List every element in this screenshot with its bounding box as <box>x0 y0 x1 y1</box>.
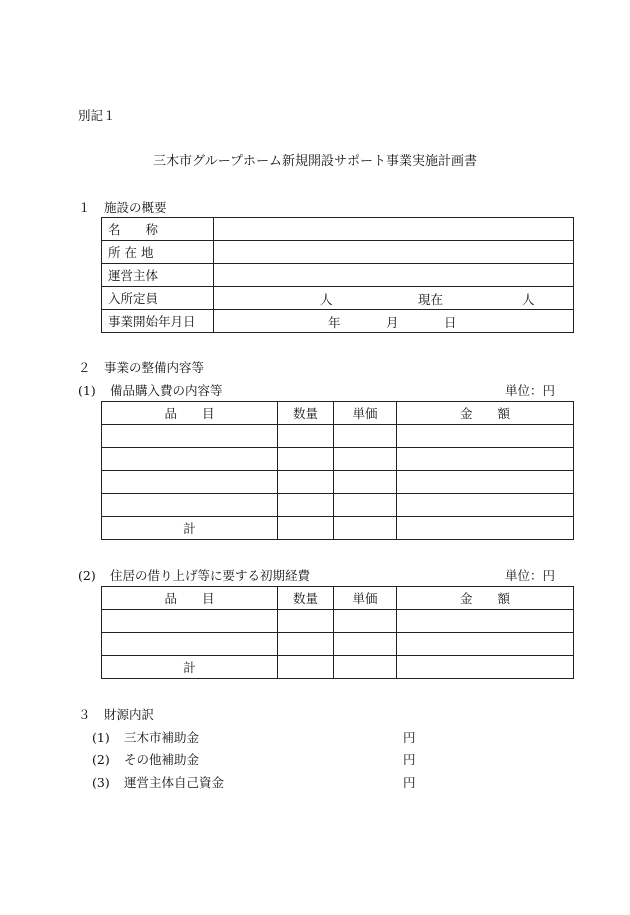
initial-housing-cost-table <box>101 586 574 679</box>
subsection-2-number: (2) <box>78 568 96 583</box>
table-total-row <box>102 517 574 540</box>
funding-item-label: 三木市補助金 <box>124 730 200 745</box>
document-title: 三木市グループホーム新規開設サポート事業実施計画書 <box>153 154 477 169</box>
section-2-title: 事業の整備内容等 <box>104 360 205 375</box>
facility-name-label: 名 称 <box>102 218 214 241</box>
column-header-quantity: 数量 <box>278 587 334 610</box>
funding-item-label: その他補助金 <box>124 752 200 767</box>
capacity-label: 入所定員 <box>102 287 214 310</box>
facility-location-value[interactable] <box>214 241 574 264</box>
table-row <box>102 241 574 264</box>
section-2-number: ２ <box>78 360 91 375</box>
total-label: 計 <box>102 656 278 679</box>
section-1-number: １ <box>78 200 91 215</box>
funding-item-number: (2) <box>92 752 110 767</box>
funding-item-label: 運営主体自己資金 <box>124 775 225 790</box>
amount-cell[interactable] <box>397 494 574 517</box>
funding-item-unit: 円 <box>403 752 416 767</box>
quantity-cell[interactable] <box>278 425 334 448</box>
year-unit: 年 <box>328 315 341 330</box>
subsection-1-unit: 単位：円 <box>505 383 556 398</box>
column-header-amount: 金 額 <box>397 587 574 610</box>
facility-name-value[interactable] <box>214 218 574 241</box>
subsection-2-title: 住居の借り上げ等に要する初期経費 <box>110 568 311 583</box>
current-label: 現在 <box>418 292 444 307</box>
column-header-quantity: 数量 <box>278 402 334 425</box>
item-cell[interactable] <box>102 471 278 494</box>
subsection-1-title: 備品購入費の内容等 <box>110 383 223 398</box>
amount-cell[interactable] <box>397 610 574 633</box>
total-unit-price-cell[interactable] <box>334 517 397 540</box>
quantity-cell[interactable] <box>278 610 334 633</box>
subsection-2-unit: 単位：円 <box>505 568 556 583</box>
section-1-title: 施設の概要 <box>104 200 167 215</box>
quantity-cell[interactable] <box>278 471 334 494</box>
capacity-unit: 人 <box>320 292 333 307</box>
column-header-item: 品 目 <box>102 402 278 425</box>
column-header-unit-price: 単価 <box>334 587 397 610</box>
section-3-title: 財源内訳 <box>104 707 155 722</box>
total-quantity-cell[interactable] <box>278 517 334 540</box>
table-row <box>102 494 574 517</box>
item-cell[interactable] <box>102 448 278 471</box>
funding-item-number: (1) <box>92 730 110 745</box>
unit-price-cell[interactable] <box>334 494 397 517</box>
section-3-heading <box>78 705 154 723</box>
table-total-row <box>102 656 574 679</box>
equipment-purchase-table <box>101 401 574 540</box>
total-amount-cell[interactable] <box>397 656 574 679</box>
section-3-number: ３ <box>78 707 91 722</box>
table-row <box>102 310 574 333</box>
table-header-row <box>102 587 574 610</box>
total-unit-price-cell[interactable] <box>334 656 397 679</box>
start-date-value[interactable] <box>214 310 574 333</box>
table-header-row <box>102 402 574 425</box>
current-unit: 人 <box>522 292 535 307</box>
funding-item-other-subsidy <box>92 750 199 768</box>
day-unit: 日 <box>444 315 457 330</box>
unit-price-cell[interactable] <box>334 471 397 494</box>
quantity-cell[interactable] <box>278 448 334 471</box>
unit-price-cell[interactable] <box>334 633 397 656</box>
start-date-label: 事業開始年月日 <box>102 310 214 333</box>
column-header-unit-price: 単価 <box>334 402 397 425</box>
amount-cell[interactable] <box>397 425 574 448</box>
item-cell[interactable] <box>102 425 278 448</box>
amount-cell[interactable] <box>397 471 574 494</box>
column-header-item: 品 目 <box>102 587 278 610</box>
table-row <box>102 610 574 633</box>
total-label: 計 <box>102 517 278 540</box>
total-quantity-cell[interactable] <box>278 656 334 679</box>
item-cell[interactable] <box>102 494 278 517</box>
operator-label: 運営主体 <box>102 264 214 287</box>
quantity-cell[interactable] <box>278 633 334 656</box>
table-row <box>102 218 574 241</box>
unit-price-cell[interactable] <box>334 610 397 633</box>
table-row <box>102 425 574 448</box>
capacity-value[interactable] <box>214 287 574 310</box>
funding-item-city-subsidy <box>92 728 199 746</box>
operator-value[interactable] <box>214 264 574 287</box>
subsection-1-number: (1) <box>78 383 96 398</box>
facility-overview-table <box>101 217 574 333</box>
table-row <box>102 471 574 494</box>
section-1-heading <box>78 198 167 216</box>
section-2-heading <box>78 358 204 376</box>
facility-location-label: 所 在 地 <box>102 241 214 264</box>
subsection-2-heading <box>78 566 310 584</box>
unit-price-cell[interactable] <box>334 425 397 448</box>
item-cell[interactable] <box>102 633 278 656</box>
month-unit: 月 <box>386 315 399 330</box>
amount-cell[interactable] <box>397 448 574 471</box>
item-cell[interactable] <box>102 610 278 633</box>
table-row <box>102 448 574 471</box>
funding-item-unit: 円 <box>403 730 416 745</box>
table-row <box>102 633 574 656</box>
funding-item-number: (3) <box>92 775 110 790</box>
table-row <box>102 264 574 287</box>
funding-item-own-funds <box>92 773 224 791</box>
total-amount-cell[interactable] <box>397 517 574 540</box>
subsection-1-heading <box>78 381 223 399</box>
column-header-amount: 金 額 <box>397 402 574 425</box>
table-row <box>102 287 574 310</box>
amount-cell[interactable] <box>397 633 574 656</box>
document-reference-label: 別記１ <box>78 108 116 123</box>
funding-item-unit: 円 <box>403 775 416 790</box>
unit-price-cell[interactable] <box>334 448 397 471</box>
quantity-cell[interactable] <box>278 494 334 517</box>
